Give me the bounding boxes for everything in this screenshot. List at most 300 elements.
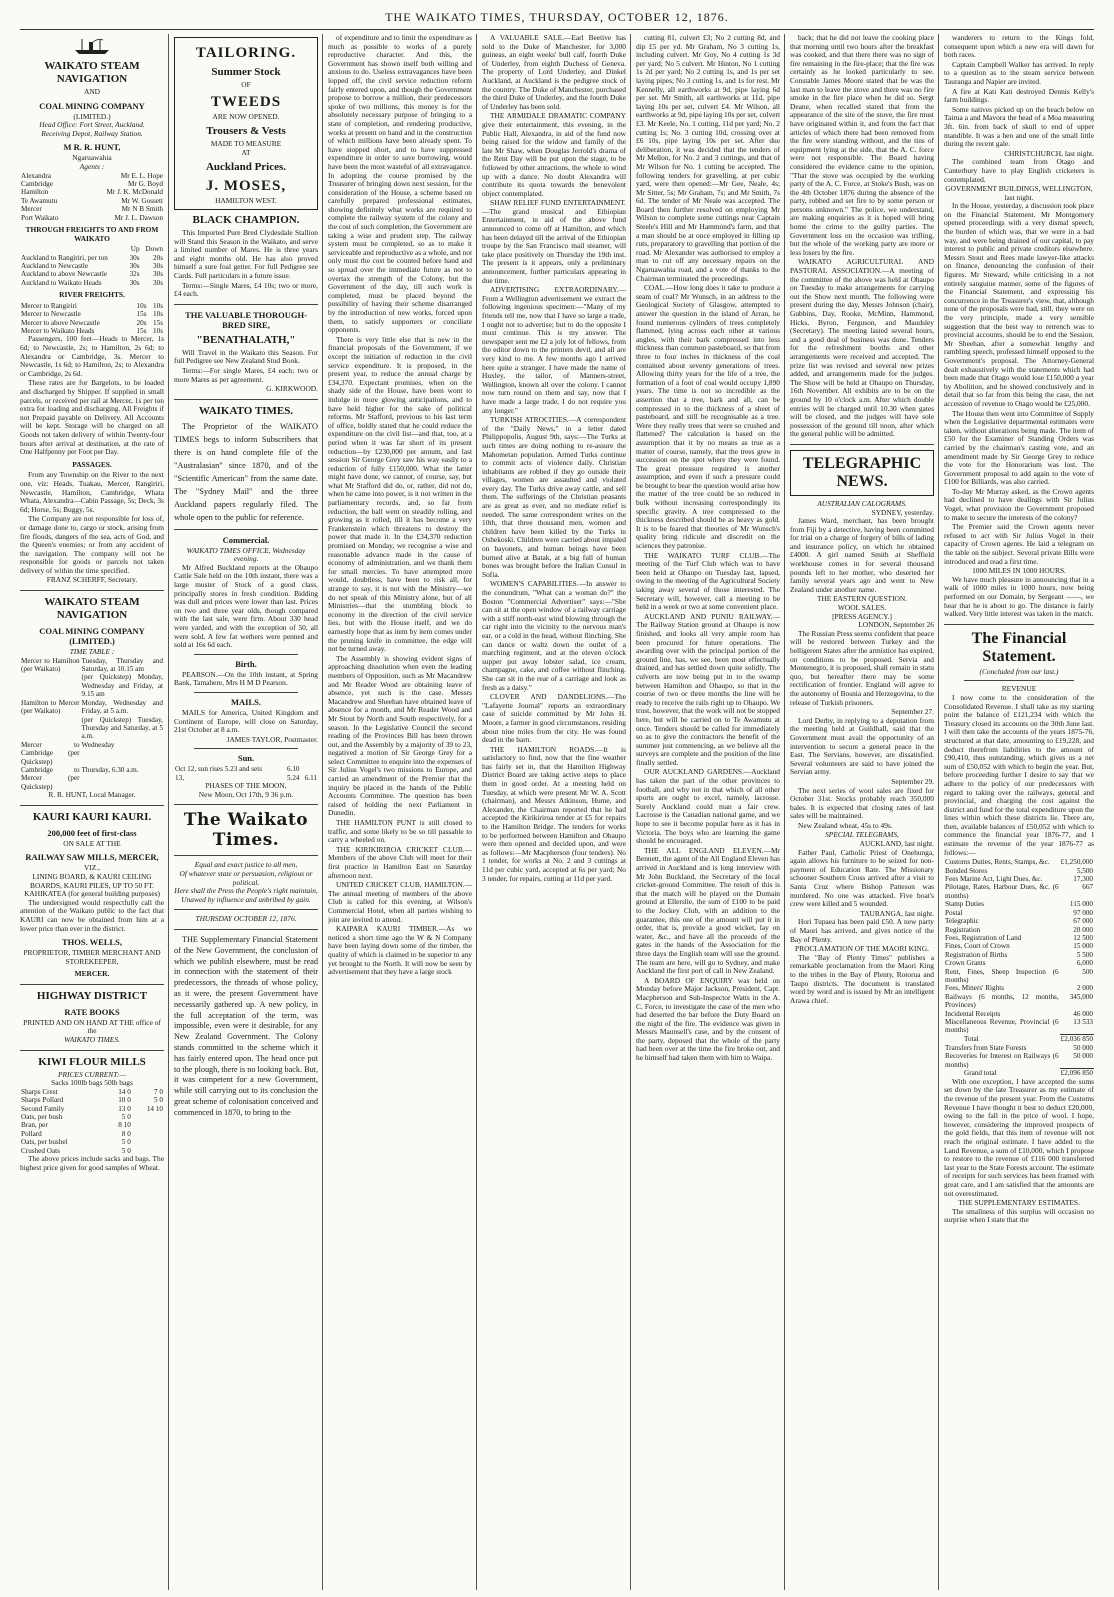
table-header <box>20 245 126 253</box>
ad-text: Receiving Depot, Railway Station. <box>41 128 143 138</box>
table-row <box>944 951 1094 959</box>
table-row <box>174 765 318 773</box>
divider <box>944 624 1094 625</box>
article-text: James Ward, merchant, has been brought from Fiji by a detective, having been committed for trial on a charge of forgery of bills of lading and insurance policy, on which he obtained £4000. A girl named Smith at Sheffield workhouse comes in for several thousand pounds left to her mother, who deserted her family several years ago and went to New Zealand under another name. <box>790 516 934 594</box>
table-cell: 8 10 <box>118 1121 131 1130</box>
table-cell: Mercer to Hamilton (per Waikato) <box>21 656 80 674</box>
table-cell: 5 0 <box>121 1113 131 1122</box>
table-row <box>20 766 164 791</box>
tailoring-ad <box>174 37 318 210</box>
table-row <box>20 205 164 213</box>
article-text: The Russian Press seems confident that peace will be restored between Turkey and the belligerent States after the armistice has expired, on conditions to be proposed. Servia and Montenegro, it is proposed, shall remain in statu quo, but hereafter there may be some rectification of frontier. England will agree to the autonomy of Bosnia and Herzegovina, to the release of Turkish prisoners. <box>790 628 934 707</box>
table-cell: Oct 12, sun rises 5.23 and sets <box>175 765 263 774</box>
revenue-table <box>944 858 1094 1078</box>
divider <box>194 748 298 749</box>
ad-text: Summer Stock <box>211 66 281 78</box>
table-cell: 97 000 <box>1073 908 1093 917</box>
motto: Unawed by influence and unbribed by gain. <box>181 894 311 904</box>
table-row <box>944 968 1094 985</box>
article-text: The Assembly is showing evident signs of approaching dissolution when even the leading members of Opposition, such as Mr Macandrew and Mr Reader Wood are obtaining leave of absence, yet such is the case. Messrs Macandrew and Sheehan have obtained leave of absence for a month, and Mr Reader Wood and Mr Stout by North and South respectively, for a season. In the Legislative Council the second reading of the Provinces Bill has been thrown out, and the Assembly by a majority of 39 to 23, negatived a motion of Sir George Grey for a select Committee to enquire into the expenses of Sir Julius Vogel's two missions to Europe, and carried an amendment of the Premier that the inquiry be placed in the hands of the Public Accounts Committee. The question has been raised of holding the next Parliament in Dunedin. <box>328 653 472 818</box>
dateline: GOVERNMENT BUILDINGS, WELLINGTON, last night. <box>945 184 1093 202</box>
agents-table <box>20 172 164 222</box>
table-row <box>944 1035 1094 1044</box>
article-text: The House then went into Committee of Supply when the Legislative departmental estimates were taken, without alterations being made. The item of £50 for the Examiner of Standing Orders was carried by the chairman's casting vote, and an amendment made by Sir George Grey to reduce the vote for the Honorarium was lost. The Government proposal to add again to the vote of £100 for Billiards, was also carried. <box>944 408 1094 487</box>
table-cell: Mr W. Gossett <box>121 196 163 205</box>
table-cell: 6,000 <box>1076 959 1093 968</box>
table-row <box>944 875 1094 883</box>
article-text: Father Paul, Catholic Priest of Onehunga, again allows his furniture to be seized for non-payment of Education Rate. The Missionary schooner Southern Cross arrived after a visit to Santa Cruz where Bishop Patteson was murdered. No one was attacked. Five boat's crew were killed and 5 wounded. <box>790 847 934 909</box>
article-text: Hori Tupaea has been paid £50. A new party of Maori has arrived, and gives notice of the Bay of Plenty. <box>790 917 934 944</box>
divider <box>20 984 164 985</box>
table-cell: Total <box>964 1034 979 1043</box>
table-cell <box>132 1121 164 1129</box>
table-cell: 6.11 <box>304 773 317 782</box>
ad-title: COAL MINING COMPANY (LIMITED.) <box>39 626 145 647</box>
table-cell: Tuesday, Thursday and Saturday, at 10.15 am <box>81 656 163 674</box>
ad-title: "BENATHALATH," <box>196 333 296 346</box>
table-cell: Pollard <box>21 1129 42 1138</box>
table-cell: £2,096 850 <box>1060 1069 1093 1078</box>
ad-text: Terms:—Single Mares, £4 10s; two or more, £4 each. <box>174 280 318 299</box>
table-row <box>20 741 164 766</box>
ad-signature: JAMES TAYLOR, Postmaster. <box>226 734 318 744</box>
table-row <box>944 934 1094 942</box>
table-row <box>20 188 164 196</box>
table-cell: Railways (6 months, 12 months, Provinces) <box>945 992 1059 1010</box>
table-cell: Bonded Stores <box>945 866 988 875</box>
ad-text: (LIMITED.) <box>73 111 111 121</box>
section-heading: WOOL SALES. <box>837 603 887 613</box>
table-cell: 345,000 <box>1069 992 1093 1001</box>
table-cell: 30s <box>153 278 163 287</box>
article-text: Lord Derby, in replying to a deputation from the meeting held at Guildhall, said that the Government must avail the opportunity of an intervention to secure a general peace in the East. The Servians, however, are dissatisfied. Several volunteers are said to have joined the Servian army. <box>790 715 934 777</box>
table-cell: Telegraphic <box>945 917 979 926</box>
ad-text: AT <box>241 147 251 157</box>
article-text: Captain Campbell Walker has arrived. In reply to a question as to the steam service between Tauranga and Napier are invited. <box>944 59 1094 86</box>
article-text: OUR AUCKLAND GARDENS.—Auckland has taken the part of the other provinces to football, and why not in that which of all other sports are ought to excel, namely, lacrosse. Surely Auckland could man a fair crew. Lacrosse is the Canadian national game, and we hope to see it become popular here as it has in Victoria. The boys who are learning the game should be encouraged. <box>636 767 780 846</box>
table-cell: Transfers from State Forests <box>945 1043 1027 1052</box>
table-row <box>20 716 164 741</box>
ad-title: TAILORING. <box>195 45 297 61</box>
table-cell: 10s <box>153 327 163 336</box>
ad-signature: R. R. HUNT, Local Manager. <box>48 790 136 800</box>
table-cell: Miscellaneous Revenue, Provincial (6 months) <box>945 1017 1059 1035</box>
article-text: WOMEN'S CAPABILITIES.—In answer to the conundrum, "What can a woman do?" the Boston "Commercial Advertiser" says:—"She can sit at the open window of a railway carriage with a stiff north-east wind blowing through the car right into the vicinity to the nervous man's ear, or a cold in the head, without flinching. She can dance or waltz down the outlet of a marching regiment, and at the eleven o'clock supper put away lobster salad, ice cream, champagne, cake, and coffee without flinching. She can sit in the rear of a carriage and look as fresh as a daisy." <box>482 579 626 692</box>
ad-text: MERCER. <box>74 969 110 979</box>
article-text: KAIPARA KAURI TIMBER.—As we noticed a short time ago the W & N Company have been laying down some of the timber, the quality of which is claimed to be superior to any yet brought to the North. It will now be seen by advertisement that they have a large stock <box>328 924 472 977</box>
ad-title: THE VALUABLE THOROUGH-BRED SIRE, <box>185 309 307 330</box>
table-cell: Fees, Registration of Land <box>945 933 1022 942</box>
article-text: The combined team from Otago and Canterbury have to play English cricketers is contemplated. <box>944 157 1094 184</box>
ad-manager: M R. R. HUNT, <box>63 142 121 153</box>
table-cell: Grand total <box>964 1068 997 1077</box>
article-text: A BOARD OF ENQUIRY was held on Monday before Major Jackson, President, Capt. Macpherson and Sub-Inspector Watts in the A. C. Force, to investigate the case of the men who had deserted the bar before the Duty Board on the night of the fire. The evidence was given in Messrs Maunsell's case, and by the consent of the party, deposed that the whole of the party had been over at the time the fire broke out, and he himself had taken them with him to Waipa. <box>636 975 780 1063</box>
article-text: WAIKATO AGRICULTURAL AND PASTORAL ASSOCIATION.—A meeting of the committee of the above was held at Ohaupo on Tuesday to make arrangements for carrying out the Show next month. The following were present during the day, Messrs Johnson (chair), Gubbins, Day, Rooke, McMinn, Hammond, Hicks, Byron, Ferguson, and Maudsley (Secretary). The meeting lasted several hours, and a good deal of business was done. Tenders for the refreshment booths and other arrangements were received and accepted. The prize list was revised and several new prizes added, and arrangements made for the judges. The Show will be held at Ohaupo on Thursday, 16th November. All exhibits are to be on the ground by 10 o'clock a.m. After which double entries will be charged until 10.30 when gates will be closed, and the judges will have sole possession of the ground till noon, after which the general public will be admitted. <box>790 257 934 439</box>
table-cell: 32s <box>129 270 140 279</box>
ad-text: LINING BOARD, & KAURI CEILING BOARDS, KAURI PILES, UP TO 50 FT. KAHIKATEA (for general building purposes) <box>24 871 160 899</box>
table-cell: Fees Marine Act, Light Dues, &c. <box>945 875 1043 884</box>
river-freights-table <box>20 302 164 336</box>
freights-table <box>20 245 164 287</box>
table-cell: 14 0 <box>118 1087 131 1096</box>
article-text: I now come to the consideration of the Consolidated Revenue. I shall take as my starting point the balance of £121,234 with which the Treasury closed its accounts on the 30th June last. I will then take the accounts of the years 1875-76, structured at that date, amounting to £19,228, and deduct therefrom liabilities to the amount of £90,410, thus outstanding, which gives us a net sum of £50,052 with which to begin the year. But, before proceeding further I desire to say that we adhere to the policy of our predecessors with regard to taking over the railways, general and provincial, and charging the cost against the district and fund for the total expenditure upon the lines within which these districts lie. There are, then, available balances of £50,052 with which to commence the financial year 1876-77, and I estimate the revenue of the year 1876-77 as follows:— <box>944 692 1094 857</box>
table-row <box>944 984 1094 992</box>
table-cell: 10s <box>136 301 147 310</box>
ad-text: HAMILTON WEST. <box>215 196 277 206</box>
ad-text: OF <box>241 80 251 89</box>
table-cell: £1,250,000 <box>1060 858 1093 867</box>
motto: Of whatever state or persuasion, religious or political. <box>179 868 313 887</box>
section-heading: MAILS. <box>231 697 261 707</box>
table-cell: 67 000 <box>1073 917 1093 926</box>
table-row <box>20 699 164 716</box>
table-row <box>20 279 164 287</box>
article-text: COAL.—How long does it take to produce a seam of coal? Mr Wunsch, in an address to the Geological Society of Glasgow, attempted to answer the question in the island of Arran, he found numerous cylinders of trees completely flattened, lying across each other at various angles, with their bark compressed into less thickness than common pasteboard, so that from three to four inches in thickness of the coal contained about seventy generations of trees. Allowing thirty years for the life of a tree, the formation of a foot of coal would occupy 1,890 years. The time is not so incredible as the assertion that a tree, bark and all, can be compressed in to the thickness of a sheet of pasteboard, and still be recognisable as a tree. Were they really trees that were so crushed and flattened? The calculation is based on the assumption that it by no means as true as a matter of course, namely, that the trees grew in succession on the spot where they were found. The great pressure required is another assumption, and even if such a pressure could be brought to bear the question would arise how the matter of the tree could be so reduced in bulk without increasing correspondingly its specific gravity. A tree compressed to the thickness described should be as heavy as gold. It is to be feared that theories of Mr Wunsch's quality bring ridicule and discredit on the sciences they patronise. <box>636 283 780 551</box>
table-row <box>20 1105 164 1113</box>
table-row <box>20 1121 164 1129</box>
table-row <box>944 858 1094 866</box>
ad-text: The Company are not responsible for loss of, or damage done to, cargo or stock, arising from fire floods, dangers of the sea, acts of God, and the Queen's enemies; or from any accident of the navigation. The company will not be responsible for goods or parcels not taken delivery of within the time specified. <box>20 514 164 575</box>
article-text: The next series of wool sales are fixed for October 31st. Stocks probably reach 350,000 bales. It is expected that closing rates of last sales will be maintained. <box>790 785 934 821</box>
table-cell: 50 000 <box>1073 1043 1093 1052</box>
table-cell: Auckland to Newcastle <box>21 262 89 270</box>
section-heading: AUSTRALIAN CALOGRAMS. <box>817 498 907 508</box>
column-1 <box>20 34 164 1590</box>
ad-text: The Proprietor of the WAIKATO TIMES begs to inform Subscribers that there is on hand complete file of the "Australasian" since 1870, and of the "Scientific American" from the same date. The "Sydney Mail" and the three Auckland papers regularly filed. The whole open to the public for reference. <box>174 421 318 522</box>
ad-title: KIWI FLOUR MILLS <box>38 1055 146 1068</box>
table-header: Up <box>130 245 140 254</box>
table-row <box>944 867 1094 875</box>
table-cell: 13 533 <box>1073 1017 1093 1026</box>
ad-title: COAL MINING COMPANY <box>39 100 145 111</box>
table-cell: 8 0 <box>121 1129 131 1138</box>
telegraphic-headline <box>790 450 934 496</box>
divider <box>20 1050 164 1051</box>
table-row <box>20 657 164 674</box>
divider <box>174 399 318 400</box>
table-cell: 30s <box>153 262 163 270</box>
article-text: New Zealand wheat, 45s to 49s. <box>798 820 893 830</box>
table-cell: 15 000 <box>1073 942 1093 951</box>
divider <box>174 304 318 305</box>
column-5 <box>636 34 780 1590</box>
table-cell: 5 0 <box>154 1096 163 1105</box>
leader-text: of expenditure and to limit the expenditure as much as possible to works of a purely reproductive character. And this, the Government has shown itself both willing and anxious to do. Useless extravagances have been lopped off, the civil service reduction reform fairly entered upon, and though the Government propose to borrow a million, their predecessors spoke of two millions, this money is for the absolutely necessary purpose of bringing to a state of completion, and rendering productive, works at present on hand and in the construction of which millions have been already spent. To have stopped short, and to have suppressed expenditure in order to save borrowing, would have been the most wasteful of all extravagance. In adopting the course promised by the Treasurer of bringing down next session, for the consideration of the House, a scheme based on carefully prepared professional estimates, showing definitely what works are required to complete the railway system of the colony and the cost of such completion, the Government are taking a wise and prudent step. The railway system must be completed, so as to make it serviceable and reproductive as a whole, and not only must the cost be counted before hand and so spread over the immediate future as not to overtax the strength of the Colony, but the Government of the day, till such work is completed, must be placed beyond the possibility of having their scheme disarranged by the introduction of new works, forced upon them, to satisfy supporters or conciliate opponents. <box>328 34 472 335</box>
section-heading: Commercial. <box>222 534 270 545</box>
table-cell: £2,036 850 <box>1060 1035 1093 1044</box>
article-text: CLOVER AND DANDELIONS.—The "Lafayette Journal" reports an extraordinary case of suicide committed by Mr John H. Moore, a farmer in good circumstances, residing about nine miles from the city. He was found dead in the barn. <box>482 692 626 745</box>
table-cell: 50 000 <box>1073 1052 1093 1061</box>
table-cell: Cambridge <box>21 179 53 188</box>
table-row <box>20 1113 164 1121</box>
ad-title: RATE BOOKS <box>64 1006 120 1017</box>
table-cell: Second Family <box>21 1104 65 1113</box>
divider <box>194 654 298 655</box>
table-row <box>20 270 164 278</box>
table-cell: Mercer to Cambridge (per Quickstep) <box>21 740 80 766</box>
table-cell <box>132 1113 164 1121</box>
table-cell: 12 500 <box>1073 933 1093 942</box>
article-text: With one exception, I have accepted the sums set down by the late Treasurer as my estimate of the revenue of the present year. From the Customs Revenue I have thought it best to deduct £20,000, owing to the fall in the price of wool. I hope, however, considering the improved prospects of the gold fields, that this item of revenue will not reach the original estimate. I have added to the Land Revenue, a sum of £10,000, which I propose to restore to the revenue of £116 000 transferred last year to the State Forests account. The estimate of receipts for such services has been framed with great care, and I am satisfied that the amounts are not overestimated. <box>944 1076 1094 1198</box>
article-text: THE WAIKATO TURF CLUB.—The meeting of the Turf Club which was to have been held at Ohaupo on Tuesday last, lapsed, owing to the meeting of the Agricultural Society taking away several of those interested. The Secretary will, however, call a meeting to be held in a week or two at some convenient place. <box>636 550 780 612</box>
table-row <box>944 900 1094 908</box>
table-row <box>20 180 164 188</box>
article-text: wanderers to return to the Kings fold, consequent upon which a new era will dawn for both races. <box>944 34 1094 60</box>
table-row <box>944 942 1094 950</box>
table-cell: 30s <box>153 270 163 279</box>
motto: Equal and exact justice to all men, <box>194 860 298 870</box>
ad-text: MADE TO MEASURE <box>210 139 282 149</box>
ad-signature: FRANZ SCHERFF, Secretary. <box>46 575 138 585</box>
table-cell: Mercer <box>21 205 42 214</box>
article-text: THE ALL ENGLAND ELEVEN.—Mr Bennett, the agent of the All England Eleven has arrived in Auckland and is long interview with Mr John Buckland, the Secretary of the local cricket-ground Committee. The result of this is that the match will be played on the Domain ground at Ellerslie, the sum of £100 to be paid to the Jockey Club, with an addition to the guarantee, this one of the amount will put it in order, that is, provide a good wicket, lay on water, &c., and have all the proceeds of the gates in the hands of the Association for the three days the English team will use the ground. The team are here, will go to Sydney, and make Auckland the first port of call in New Zealand. <box>636 845 780 976</box>
leader-text: There is very little else that is new in the financial proposals of the Government, if we except the initiation of reduction in the civil service expenditure. It is proposed, in the present year, to reduce the annual charge by £34,370. Expectant promises, when on the shady side of the House, have been wont to indulge in more glowing anticipations, and to have held higher for the sake of political reforms. Mr Stafford, previous to his last term of office, boldly stated that he could reduce the expenditure on the civil list—and that, too, at a period when it was far short of its present reduction—by £230,000 per annum, and last session Sir George Grey saw his way easily to a reduction of fully £150,000. What the latter might have done, we cannot, of course, say, but what Mr Stafford did do, or, rather, did not do, when he came into power, is it not written in the parliamentary records, and, so far from reduction, the ball went on steadily rolling, and growing as it rolled, till it has become a very Frankenstein which threatens to destroy the power that made it. In the £34,370 reduction promised on Monday, we recognise a wise and reasonable advance made in the cause of economy of administration, and we thank them for small mercies. To have attempted more would, doubtless, have been to risk all, for strange to say, it is not with the Ministry—we do not speak of this Ministry alone, but of all Ministries—that the stumbling block to economy in the direction of the civil service lies, but with the House itself, and we do earnestly hope that as item by item comes under the pruning knife in committee, the edge will not be turned away. <box>328 334 472 654</box>
table-cell: 20s <box>153 253 163 262</box>
table-cell: Fines, Court of Crown <box>945 942 1010 951</box>
divider <box>964 680 1074 681</box>
dateline: WAIKATO TIMES OFFICE, Wednesday evening. <box>186 545 306 564</box>
ad-text: PRICES CURRENT:— <box>58 1069 126 1079</box>
table-cell: 5 0 <box>121 1146 131 1155</box>
table-cell: 5 0 <box>121 1138 131 1147</box>
article-text: MAILS for America, United Kingdom and Continent of Europe, will close on Saturday, 21st October at 8 a.m. <box>174 708 318 735</box>
article-text: The Premier said the Crown agents never refused to act with Sir Julius Vogel in their capacity of Crown agents. He laid a telegram on the table on the subject. Several private Bills were introduced and read a first time. <box>944 522 1094 566</box>
table-cell: Thursday, 6.30 a.m. <box>81 765 139 774</box>
article-text: We have much pleasure in announcing that in a walk of 1000 miles in 1000 hours, now being performed on our Domain, by Sergeant ——, we hear that he is about to go. The distance is fairly walked. Very little interest was taken in the match. <box>944 574 1094 619</box>
divider <box>174 909 318 910</box>
section-heading: PASSAGES. <box>72 459 112 469</box>
article-text: Mr Alfred Buckland reports at the Ohaupo Cattle Sale held on the 10th instant, there was a large muster of Stock of a good class, principally stores in fresh condition. Bidding was dull and prices were lower than last. Prices on two and three year olds, though compared with the last sale, were firm. About 330 head were yarded, and with the exception of 50, all were sold. A few fat wethers were penned and sold at 16s 6d each. <box>174 562 318 650</box>
ad-text: These rates are for Bargelots, to be loaded and discharged by Shipper. If supplied in small parcels, or received per rail at Mercer, 1s per ton extra for loading and discharging. All Freights if not Prepaid payable on Delivery. All Accounts will be kept. Storage will be charged on all Goods not taken delivery of within Twenty-four hours after arrival at destination, at the rate of One Halfpenny per Foot per Day. <box>20 378 164 457</box>
table-row <box>20 1096 164 1104</box>
table-row <box>944 1010 1094 1018</box>
table-cell: Crushed Oats <box>21 1146 60 1155</box>
ad-text: Sacks 100lb bags 50lb bags <box>51 1078 133 1088</box>
column-rule <box>322 34 323 1590</box>
table-cell: 13, <box>175 773 184 782</box>
ad-title: BLACK CHAMPION. <box>192 213 300 226</box>
ad-text: Ngaruawahia <box>72 153 112 163</box>
table-cell: 10 0 <box>118 1096 131 1105</box>
section-heading: THE EASTERN QUESTION. <box>816 594 908 604</box>
ad-text: This Imported Pure Bred Clydesdale Stallion will Stand this Season in the Waikato, and serve a limited number of Mares. He is three years and eight months old. He has also proved himself a sure foal getter. For full Pedigree see Cards. Full particulars in a future issue. <box>174 227 318 280</box>
table-cell: Oats, per bushel <box>21 1138 68 1147</box>
table-cell: Mercer to Waikato Heads <box>21 327 95 336</box>
table-cell: Hamilton to Mercer (per Waikato) <box>21 698 80 716</box>
dateline: September 27. <box>891 707 934 717</box>
table-row <box>20 254 164 262</box>
table-row <box>944 883 1094 900</box>
column-rule <box>784 34 785 1590</box>
article-text: A fire at Kati Kati destroyed Dennis Kelly's farm buildings. <box>944 86 1094 105</box>
article-text: AUCKLAND AND PUNIU RAILWAY.—The Railway Station ground at Ohaupo is now finished, and looks all very ample room has been procured for future operations. The awarding over with the principal portion of the ground line, has, we see, been most effectually drained, and has settled down quite solidly. The culverts are now being put in to the swamp between Hamilton and Ohaupo, so that in the course of two or three months the line will be ready to receive the rails right up to Ohaupo. We trust, however, that the work will not be stopped here, but will be carried on to Te Awamutu at once. Tenders should be called for immediately so as to give the contractors the benefit of the summer just commencing, as we believe all the surveys are complete and the position of the line finally settled. <box>636 611 780 767</box>
table-cell: Wednesday <box>81 740 115 749</box>
table-cell: Mercer to above Newcastle <box>21 318 100 327</box>
table-row <box>20 245 164 253</box>
section-heading: TIME TABLE : <box>69 647 115 657</box>
paper-title: The Waikato Times. <box>183 810 309 851</box>
column-rule <box>168 34 169 1590</box>
table-cell: Auckland to Waikato Heads <box>21 278 102 287</box>
divider <box>174 855 318 856</box>
table-cell: Pilotage, Rates, Harbour Dues, &c. (6 months) <box>945 883 1059 900</box>
table-row <box>20 302 164 310</box>
article-text: THE HAMILTON ROADS.—It is satisfactory to find, now that the fine weather has fairly set in, that the Hamilton Highway District Board are taking active steps to place them in good order. At a meeting held on Tuesday, at which were present Mr W. A. Scott (chairman), and Messrs Atkinson, Hume, and Alexander, the Chairman reported that he had accepted the Kirikiriroa tender at £5 for repairs to the Hamilton Bridge. The tenders for works to be performed between Hamilton and Ohaupo were then opened and decided upon, and were as follows:—Mr Macpherson (four tenders). No 1 tender, for works at No. 2 and 3 cuttings at 11d per cubic yard, accepted at 6s per yard; No 3 tender, for repairs, cutting at 11d per yard. <box>482 744 626 883</box>
table-cell: 30s <box>129 262 140 270</box>
table-cell: 15s <box>136 310 147 319</box>
steamship-icon <box>72 36 112 56</box>
timetable <box>20 657 164 792</box>
table-cell: Mercer to Newcastle <box>21 310 81 319</box>
table-cell: (per Quickstep) Tuesday, Thursday and Saturday, at 5 a.m. <box>81 715 163 741</box>
ad-text: Head Office: Fort Street, Auckland. <box>39 120 145 130</box>
ad-text: Trousers & Vests <box>206 125 286 138</box>
column-4 <box>482 34 626 1590</box>
table-cell: 6.10 <box>286 765 300 774</box>
section-heading: 1000 MILES IN 1000 HOURS. <box>972 566 1066 576</box>
article-text: THE ARMIDALE DRAMATIC COMPANY give their entertainment, this evening, in the Public Hall, Alexandra, in aid of the fund now being raised for the widow and family of the late Mr Shaw, when Douglas Jerrold's drama of the Rent Day will be put upon the stage, to be followed by other attractions, the whole to wind up with a dance. No doubt Alexandra will contribute its quota towards the benevolent object contemplated. <box>482 111 626 198</box>
section-heading: Sun. <box>237 753 255 764</box>
table-cell: 13 0 <box>118 1104 131 1113</box>
table-row <box>944 993 1094 1010</box>
table-row <box>944 917 1094 925</box>
table-cell: Te Awamutu <box>21 196 58 205</box>
article-text: THE KIRIKIRIROA CRICKET CLUB.—Members of the above Club will meet for their first practice in Hamilton East on Saturday afternoon next. <box>328 844 472 880</box>
table-row <box>944 926 1094 934</box>
ad-text: From any Township on the River to the next one, viz: Heads, Tuakau, Mercer, Rangiriri, Newcastle, Hamilton, Cambridge, Whata Whata, Alexandra—Cabin Passage, 5s; Deck, 3s 6d; Horse, 5s; Buggy, 5s. <box>20 470 164 514</box>
ad-text: RAILWAY SAW MILLS, MERCER, <box>25 852 159 863</box>
table-cell: 28 000 <box>1073 925 1093 934</box>
column-7 <box>944 34 1094 1590</box>
section-heading: TELEGRAPHIC NEWS. <box>802 454 922 490</box>
table-cell: 115 000 <box>1069 900 1093 909</box>
divider <box>194 692 298 693</box>
table-cell: Stamp Duties <box>945 900 984 909</box>
section-heading: PHASES OF THE MOON, <box>205 781 287 791</box>
flour-prices-table <box>20 1088 164 1155</box>
dateline: CHRISTCHURCH, last night. <box>1004 148 1094 158</box>
section-heading: THROUGH FREIGHTS TO AND FROM WAIKATO <box>25 225 159 243</box>
table-cell: Hamilton <box>21 188 49 197</box>
ad-text: Agents : <box>79 161 105 171</box>
article-text: back; that he did not leave the cooking place that morning until two hours after the breakfast was cooked, and that there there was no sign of fire remaining in the fire-place; that the fire was certainly as he looked particularly to see. Constable James Moore stated that he was the last man to leave the stove and there was no fire smoke in the fire place when he did so. Sergt Deane, when recalled stated that from the appearance of the site of the stove, the fire must have originated within it, and from the fact that articles of which there had been removed from the fire were standing without, and the tins of equipment lying at the side, that the A. C. force were not responsible. The Board having considered the evidence came to the opinion, "That the stove was occupied by the working party of the A. C. Force, at Stoke's Bush, was on the 4th October 1876 during the absence of the party, robbed and set fire to by some person or persons unknown." The police, we understand, are making enquiries as it is hoped will bring home the crime to the guilty parties. The Government loss on the occasion was trifling, but the whole of the working party are more or less losers by the fire. <box>790 34 934 257</box>
column-rule <box>630 34 631 1590</box>
table-cell: 10s <box>153 310 163 319</box>
ad-text: TWEEDS <box>210 93 282 110</box>
table-header: Down <box>145 245 163 254</box>
ad-text: Will Travel in the Waikato this Season. For full Pedigree see New Zealand Stud Book. <box>174 347 318 366</box>
table-cell: 14 10 <box>146 1104 163 1113</box>
table-cell: (per Quickstep) Monday, Wednesday and Friday, at 9.15 am <box>81 673 163 699</box>
table-cell: Alexandra <box>21 171 51 180</box>
section-heading: Birth. <box>235 658 257 669</box>
table-cell: 15s <box>153 318 163 327</box>
table-cell <box>20 673 81 698</box>
table-cell: Mr G. Boyd <box>128 179 163 188</box>
table-row <box>20 310 164 318</box>
ad-text: AND <box>83 87 100 96</box>
divider <box>174 804 318 805</box>
table-cell: Mr J. L. Dawson <box>114 213 163 222</box>
table-cell: 5,500 <box>1076 866 1093 875</box>
table-cell: 5.24 <box>286 773 300 782</box>
table-cell: Auckland to Rangiriri, per ton <box>21 253 108 262</box>
ad-title: WAIKATO STEAM NAVIGATION <box>44 60 140 85</box>
table-row <box>20 1088 164 1096</box>
leader-text: THE Supplementary Financial Statement of the New Government, the conclusion of which we publish elsewhere, must be read in connection with the statement of their predecessors, the threads of whose policy, as it were, the present Government have necessarily gathered up. A new policy, in the full acceptation of the term, was impossible, even were it desirable, for any New Zealand Government. The Colony stands committed to the scheme which it has fairly entered upon. The head once put to the plough, there is no looking back. But, it was competent for a new Government, while still carrying out to its conclusion the great scheme of colonisation conceived and commenced in 1870, to bring to the <box>174 934 318 1117</box>
table-cell: 2 000 <box>1076 984 1093 993</box>
ad-title: WAIKATO STEAM NAVIGATION <box>44 596 140 622</box>
table-cell: Sharps Crest <box>21 1087 58 1096</box>
table-cell: Customs Duties, Rents, Stamps, &c. <box>945 858 1050 867</box>
table-row <box>20 172 164 180</box>
ad-text: PRINTED AND ON HAND AT THE office of the <box>23 1017 161 1036</box>
table-cell: 17,300 <box>1073 875 1093 884</box>
article-text: To-day Mr Murray asked, as the Crown agents had declined to have dealings with Sir Julius Vogel, what provision the Government proposed to make to secure the interests of the colony? <box>944 486 1094 522</box>
article-text: The smallness of this surplus will occasion no surprise when I state that the <box>944 1206 1094 1225</box>
ad-text: The above prices include sacks and bags. The highest price given for good samples of Wheat. <box>20 1154 164 1172</box>
table-cell: Bran, per <box>21 1121 48 1130</box>
column-6 <box>790 34 934 1590</box>
article-text: New Moon, Oct 17th, 9 36 p.m. <box>198 789 294 799</box>
ad-text: ON SALE AT THE <box>63 838 121 848</box>
article-text: In the House, yesterday, a discussion took place on the Financial Statement. Mr Montgomery opened proceedings with a very dismal speech, the burden of which was, that we were in a bad way, and were being drained of our capital, to pay interest to public and private creditors elsewhere. Messrs Stout and Rees made lawyer-like attacks on finance, denouncing the confusion of their figures. Mr Steward, while criticising in a not entirely sanguine manner, some of the figures of the Financial Statement, and expressing his concurrence in the Treasurer's view, that, although none of the proposals were bad, still, they were on the very principle, made a very sensible suggestion that the best way to retrench was to provincial accounts, should be to end the Session. Mr Sheehan, after a somewhat lengthy and rambling speech, professed himself opposed to the Government's proposal. The Attorney-General dealt exhaustively with the statements which had been made that Otago would lose £150,000 a year by Abolition, and he showed conclusively and in detail that so far from this being the case, the net accession of revenue to Otago would be £25,000. <box>944 201 1094 408</box>
article-text: UNITED CRICKET CLUB, HAMILTON.—The annual meeting of members of the above Club is called for this evening, at Wilson's Commercial Hotel, when all parties wishing to join are invited to attend. <box>328 880 472 924</box>
table-cell: 15s <box>136 327 147 336</box>
ad-text: 200,000 feet of first-class <box>47 827 137 838</box>
table-cell: Mercer to Rangiriri <box>21 301 77 310</box>
table-row <box>944 1018 1094 1035</box>
table-cell: Recoveries for Interest on Railways (6 months) <box>945 1052 1059 1069</box>
divider <box>20 590 164 591</box>
dateline: TAURANGA, last night. <box>860 908 934 918</box>
table-row <box>944 959 1094 967</box>
table-row <box>20 262 164 270</box>
ad-signature: G. KIRKWOOD. <box>266 384 318 394</box>
ad-text: Auckland Prices. <box>205 161 287 174</box>
article-text: THE HAMILTON PUNT is still closed to traffic, and some likely to be so till passable to carry a wheeled on. <box>328 818 472 845</box>
sun-table <box>174 765 318 782</box>
section-heading: THE SUPPLEMENTARY ESTIMATES. <box>958 1198 1080 1208</box>
table-cell: Sharps Pollard <box>21 1096 64 1105</box>
ad-title: HIGHWAY DISTRICT <box>36 989 148 1002</box>
table-cell: 30s <box>129 278 140 287</box>
table-cell: 5 500 <box>1076 950 1093 959</box>
ad-text: ARE NOW OPENED. <box>212 111 280 121</box>
motto: Here shall the Press the People's right maintain, <box>174 886 318 896</box>
ad-title: WAIKATO TIMES. <box>198 404 294 417</box>
table-cell: 30s <box>129 253 140 262</box>
article-text: PEARSON.—On the 10th instant, at Spring Bank, Tamahere, Mrs H M D Pearson. <box>174 669 318 688</box>
column-rule <box>938 34 939 1590</box>
article-text: A VALUABLE SALE.—Earl Beetive has sold to the Duke of Manchester, for 3,000 guineas, an eight weeks' bull calf, fourth Duke of Underley, from eighth Duchess of Geneva. The property of Lord Underley, and Dinkel Auckland, at Auckland is the pedigree stock of the country. The Duke of Manchester, purchased the third Duke of Underley, and the fourth Duke of Underley has been sold. <box>482 34 626 111</box>
table-cell: Registration <box>945 925 981 934</box>
table-cell: Crown Grants <box>945 959 986 968</box>
table-cell: Cambridge to Mercer (per Quickstep) <box>21 765 80 791</box>
ad-text: Terms:—For single Mares, £4 each; two or more Mares as per agreement. <box>174 365 318 384</box>
table-row <box>20 319 164 327</box>
dateline: September 29. <box>891 776 934 786</box>
table-cell <box>20 716 81 741</box>
table-row <box>944 1052 1094 1069</box>
section-heading: SPECIAL TELEGRAMS, <box>825 830 899 840</box>
article-text: TURKISH ATROCITIES.—A correspondent of the "Daily News," in a letter dated Philippopolis, August 9th, says:—The Turks at such times are doing nothing to re-assure the Mahometan population. Armed Turks continue to commit acts of violence daily. Christian inhabitants are robbed if they go outside their villages, women are assaulted and violated every day. The Turks drive away cattle, and sell them. The sufferings of the Christian peasants are as great as ever, and no mediate relief is needed. The same correspondent writes on the 10th, that three thousand men, women and children have been killed by the Turks in Oshekoski. Children were carried about impaled on bayonets, and human beings have been burned alive at Batak, at a big full of human bones was brought before the Italian Consul in Sofia. <box>482 415 626 579</box>
table-cell: Incidental Receipts <box>945 1009 1001 1018</box>
table-row <box>944 909 1094 917</box>
masthead: THE WAIKATO TIMES, THURSDAY, OCTOBER 12, 1876. <box>20 4 1094 30</box>
ad-text: WAIKATO TIMES. <box>64 1035 120 1045</box>
table-cell <box>132 1130 164 1138</box>
